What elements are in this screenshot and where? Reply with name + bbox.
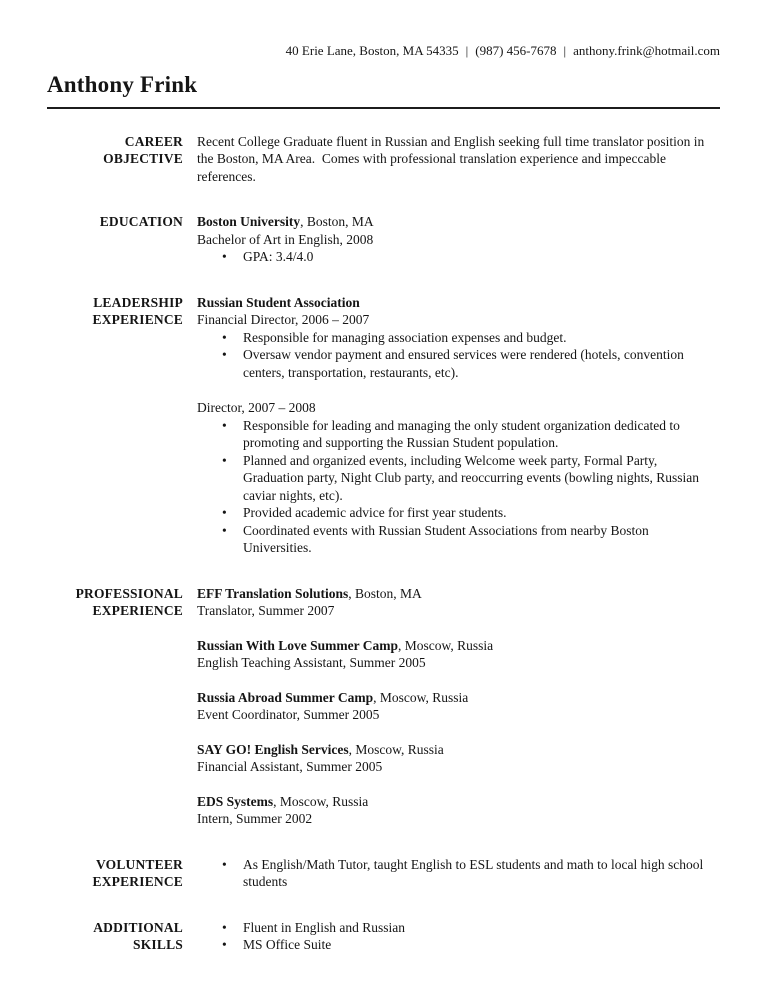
contact-separator: | bbox=[465, 43, 469, 58]
education-content bbox=[197, 213, 720, 266]
section-volunteer-experience bbox=[47, 856, 720, 891]
section-label-volunteer: VOLUNTEER EXPERIENCE bbox=[92, 856, 183, 890]
section-label-career-objective: CAREER OBJECTIVE bbox=[103, 133, 183, 167]
education-school-line bbox=[197, 213, 720, 231]
section-leadership-experience bbox=[47, 294, 720, 557]
section-label-leadership: LEADERSHIP EXPERIENCE bbox=[92, 294, 183, 328]
skills-bullet: • MS Office Suite bbox=[243, 936, 720, 954]
contact-email: anthony.frink@hotmail.com bbox=[573, 43, 720, 58]
volunteer-bullet: • As English/Math Tutor, taught English to ESL students and math to local high school students bbox=[243, 856, 720, 891]
leadership-role2-title: Director, 2007 – 2008 bbox=[197, 400, 316, 416]
job-company-location: , Boston, MA bbox=[348, 585, 422, 601]
section-label-education: EDUCATION bbox=[99, 214, 183, 230]
leadership-role2-bullet: • Provided academic advice for first year students. bbox=[243, 504, 720, 522]
job-role-line: Intern, Summer 2002 bbox=[197, 811, 313, 827]
leadership-org-name: Russian Student Association bbox=[197, 294, 360, 310]
section-education bbox=[47, 213, 720, 266]
education-school-location: , Boston, MA bbox=[300, 214, 374, 230]
professional-content bbox=[197, 585, 720, 828]
job-company-location: , Moscow, Russia bbox=[398, 637, 494, 653]
leadership-role1-title: Financial Director, 2006 – 2007 bbox=[197, 312, 370, 328]
skills-bullet-list bbox=[197, 919, 720, 954]
job-company-name: Russia Abroad Summer Camp bbox=[197, 689, 374, 705]
job-company-line bbox=[197, 741, 720, 759]
job-company-line bbox=[197, 637, 720, 655]
leadership-role2-bullet: • Planned and organized events, including Welcome week party, Formal Party, Graduation party, Night Club party, and reoccurring events (bowling nights, Russian caviar nights, etc). bbox=[243, 452, 720, 505]
contact-phone: (987) 456-7678 bbox=[475, 43, 557, 58]
job-company-location: , Moscow, Russia bbox=[348, 741, 444, 757]
job-role-line: Event Coordinator, Summer 2005 bbox=[197, 707, 380, 723]
leadership-role2-bullet: • Coordinated events with Russian Student Associations from nearby Boston Universities. bbox=[243, 522, 720, 557]
job-company-line bbox=[197, 793, 720, 811]
job-company-line bbox=[197, 585, 720, 603]
job-entry bbox=[197, 793, 720, 828]
job-company-location: , Moscow, Russia bbox=[373, 689, 469, 705]
leadership-content bbox=[197, 294, 720, 557]
job-role-line: English Teaching Assistant, Summer 2005 bbox=[197, 655, 426, 671]
education-bullet: • GPA: 3.4/4.0 bbox=[243, 248, 720, 266]
job-company-name: EDS Systems bbox=[197, 793, 274, 809]
volunteer-bullet-list bbox=[197, 856, 720, 891]
education-degree-line: Bachelor of Art in English, 2008 bbox=[197, 231, 374, 247]
skills-content bbox=[197, 919, 720, 954]
section-label-skills: ADDITIONAL SKILLS bbox=[93, 919, 183, 953]
leadership-role1-bullet: • Responsible for managing association expenses and budget. bbox=[243, 329, 720, 347]
leadership-role1-bullet: • Oversaw vendor payment and ensured services were rendered (hotels, convention centers, transportation, restaurants, etc). bbox=[243, 346, 720, 381]
career-objective-text: Recent College Graduate fluent in Russian and English seeking full time translator position in the Boston, MA Area. Comes with professional translation experience and impeccable references. bbox=[197, 133, 705, 184]
leadership-role2-bullet-list bbox=[197, 417, 720, 557]
section-professional-experience bbox=[47, 585, 720, 828]
leadership-org-line bbox=[197, 294, 720, 312]
leadership-role1-bullet-list bbox=[197, 329, 720, 382]
skills-bullet: • Fluent in English and Russian bbox=[243, 919, 720, 937]
career-objective-content bbox=[197, 133, 720, 186]
resume-page bbox=[47, 42, 720, 954]
job-company-name: EFF Translation Solutions bbox=[197, 585, 349, 601]
job-company-name: Russian With Love Summer Camp bbox=[197, 637, 399, 653]
section-career-objective bbox=[47, 133, 720, 186]
contact-address: 40 Erie Lane, Boston, MA 54335 bbox=[285, 43, 459, 58]
job-entry bbox=[197, 741, 720, 776]
job-role-line: Financial Assistant, Summer 2005 bbox=[197, 759, 383, 775]
resume-header bbox=[47, 42, 720, 109]
contact-line bbox=[47, 42, 720, 60]
job-company-location: , Moscow, Russia bbox=[273, 793, 369, 809]
candidate-name: Anthony Frink bbox=[47, 71, 198, 97]
job-entry bbox=[197, 585, 720, 620]
contact-separator: | bbox=[563, 43, 567, 58]
job-role-line: Translator, Summer 2007 bbox=[197, 603, 335, 619]
job-entry bbox=[197, 689, 720, 724]
education-bullet-list bbox=[197, 248, 720, 266]
volunteer-content bbox=[197, 856, 720, 891]
section-label-professional: PROFESSIONAL EXPERIENCE bbox=[75, 585, 183, 619]
section-additional-skills bbox=[47, 919, 720, 954]
job-company-line bbox=[197, 689, 720, 707]
job-company-name: SAY GO! English Services bbox=[197, 741, 349, 757]
leadership-role2-bullet: • Responsible for leading and managing the only student organization dedicated to promoting and supporting the Russian Student population. bbox=[243, 417, 720, 452]
job-entry bbox=[197, 637, 720, 672]
education-school-name: Boston University bbox=[197, 214, 301, 230]
